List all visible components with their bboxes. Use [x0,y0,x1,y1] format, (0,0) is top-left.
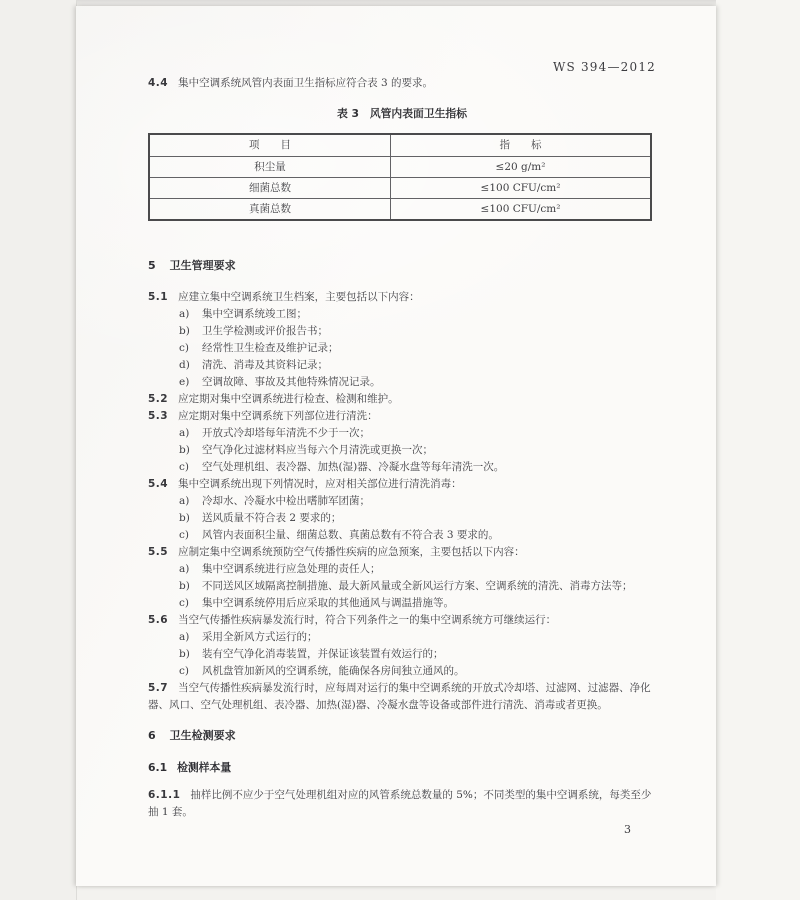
list-item [148,561,656,578]
section-number: 5 [148,259,156,272]
list-item [148,459,656,476]
list-item-letter: c) [179,597,189,609]
list-item-letter: a) [179,495,190,507]
list-item-letter: c) [179,529,189,541]
clause-text: 应定期对集中空调系统下列部位进行清洗： [178,410,378,422]
list-item-letter: c) [179,342,189,354]
list-item-text: 经常性卫生检查及维护记录； [202,342,339,354]
clause-5-4 [148,476,656,493]
list-item-letter: a) [179,427,190,439]
list-item [148,595,656,612]
table-3-header-indicator: 指 标 [391,134,652,157]
scan-left-margin [0,0,77,900]
list-item [148,357,656,374]
list-item [148,493,656,510]
clause-number: 4.4 [148,77,169,89]
list-item-text: 不同送风区域隔离控制措施、最大新风量或全新风运行方案、空调系统的清洗、消毒方法等； [202,580,633,592]
list-item-text: 装有空气净化消毒装置，并保证该装置有效运行的； [202,648,444,660]
list-item-letter: b) [179,512,190,524]
section-title: 卫生管理要求 [169,259,236,272]
section-6-1-heading [148,759,656,776]
table-cell-item: 真菌总数 [149,199,391,221]
list-item-text: 集中空调系统停用后应采取的其他通风与调温措施等。 [202,597,454,609]
clause-text: 应制定集中空调系统预防空气传播性疾病的应急预案，主要包括以下内容： [178,546,525,558]
table-cell-value: ≤20 g/m² [391,157,652,178]
list-item [148,374,656,391]
clause-number: 5.7 [148,682,169,694]
list-item-text: 采用全新风方式运行的； [202,631,318,643]
section-5-heading [148,257,656,274]
list-item-letter: c) [179,461,189,473]
list-item-letter: a) [179,308,190,320]
clause-text: 应建立集中空调系统卫生档案，主要包括以下内容： [178,291,420,303]
clause-6-1-1 [148,787,656,821]
clause-5-3 [148,408,656,425]
scan-right-margin [716,0,800,900]
clause-number: 5.6 [148,614,169,626]
clause-text: 应定期对集中空调系统进行检查、检测和维护。 [178,393,399,405]
section-6-heading [148,727,656,744]
list-item-text: 风机盘管加新风的空调系统，能确保各房间独立通风的。 [202,665,465,677]
table-cell-value: ≤100 CFU/cm² [391,178,652,199]
list-item [148,663,656,680]
list-item-text: 集中空调系统进行应急处理的责任人； [202,563,381,575]
list-item-letter: d) [179,359,190,371]
list-item-text: 卫生学检测或评价报告书； [202,325,328,337]
clause-5-6 [148,612,656,629]
list-item-text: 送风质量不符合表 2 要求的； [202,512,342,524]
list-item [148,306,656,323]
table-row [149,157,651,178]
list-item [148,425,656,442]
table-cell-value: ≤100 CFU/cm² [391,199,652,221]
list-item-letter: c) [179,665,189,677]
list-item [148,442,656,459]
list-item-letter: b) [179,648,190,660]
clause-4-4 [148,75,656,92]
table-3-header-row [149,134,651,157]
list-item-text: 冷却水、冷凝水中检出嗜肺军团菌； [202,495,370,507]
list-item-text: 清洗、消毒及其资料记录； [202,359,328,371]
table-3 [148,133,652,221]
list-item [148,340,656,357]
table-3-header-item: 项 目 [149,134,391,157]
page-number: 3 [624,823,631,836]
list-item [148,527,656,544]
clause-text: 当空气传播性疾病暴发流行时，符合下列条件之一的集中空调系统方可继续运行： [178,614,557,626]
list-item-letter: b) [179,325,190,337]
page-content [148,6,656,838]
document-page [76,6,716,886]
table-row [149,178,651,199]
list-item-text: 空调故障、事故及其他特殊情况记录。 [202,376,381,388]
clause-number: 5.2 [148,393,169,405]
clause-number: 6.1.1 [148,789,181,801]
list-item [148,578,656,595]
list-item-letter: b) [179,444,190,456]
section-number: 6.1 [148,761,168,774]
list-item [148,629,656,646]
clause-text: 当空气传播性疾病暴发流行时，应每周对运行的集中空调系统的开放式冷却塔、过滤网、过滤器、净化器、风口、空气处理机组、表冷器、加热(湿)器、冷凝水盘等设备或部件进行清洗、消毒或者更换。 [148,682,651,711]
clause-number: 5.4 [148,478,169,490]
list-item-letter: a) [179,563,190,575]
list-item-text: 空气处理机组、表冷器、加热(湿)器、冷凝水盘等每年清洗一次。 [202,461,505,473]
section-title: 卫生检测要求 [169,729,236,742]
standard-number: WS 394—2012 [552,60,656,74]
section-number: 6 [148,729,156,742]
list-item [148,323,656,340]
clause-5-5 [148,544,656,561]
list-item-text: 集中空调系统竣工图； [202,308,307,320]
list-item [148,510,656,527]
clause-number: 5.3 [148,410,169,422]
list-item-text: 风管内表面积尘量、细菌总数、真菌总数有不符合表 3 要求的。 [202,529,499,541]
clause-5-2 [148,391,656,408]
list-item-text: 开放式冷却塔每年清洗不少于一次； [202,427,370,439]
list-item-letter: a) [179,631,190,643]
table-3-title: 表 3 风管内表面卫生指标 [336,107,468,120]
table-cell-item: 细菌总数 [149,178,391,199]
clause-text: 抽样比例不应少于空气处理机组对应的风管系统总数量的 5%；不同类型的集中空调系统，每类至少抽 1 套。 [148,789,652,818]
clause-text: 集中空调系统风管内表面卫生指标应符合表 3 的要求。 [178,77,433,89]
section-title: 检测样本量 [177,761,232,774]
list-item-letter: e) [179,376,190,388]
list-item-text: 空气净化过滤材料应当每六个月清洗或更换一次； [202,444,433,456]
list-item [148,646,656,663]
clause-5-1 [148,289,656,306]
clause-number: 5.1 [148,291,169,303]
list-item-letter: b) [179,580,190,592]
clause-text: 集中空调系统出现下列情况时，应对相关部位进行清洗消毒： [178,478,462,490]
table-row [149,199,651,221]
table-cell-item: 积尘量 [149,157,391,178]
clause-5-7 [148,680,656,714]
clause-number: 5.5 [148,546,169,558]
